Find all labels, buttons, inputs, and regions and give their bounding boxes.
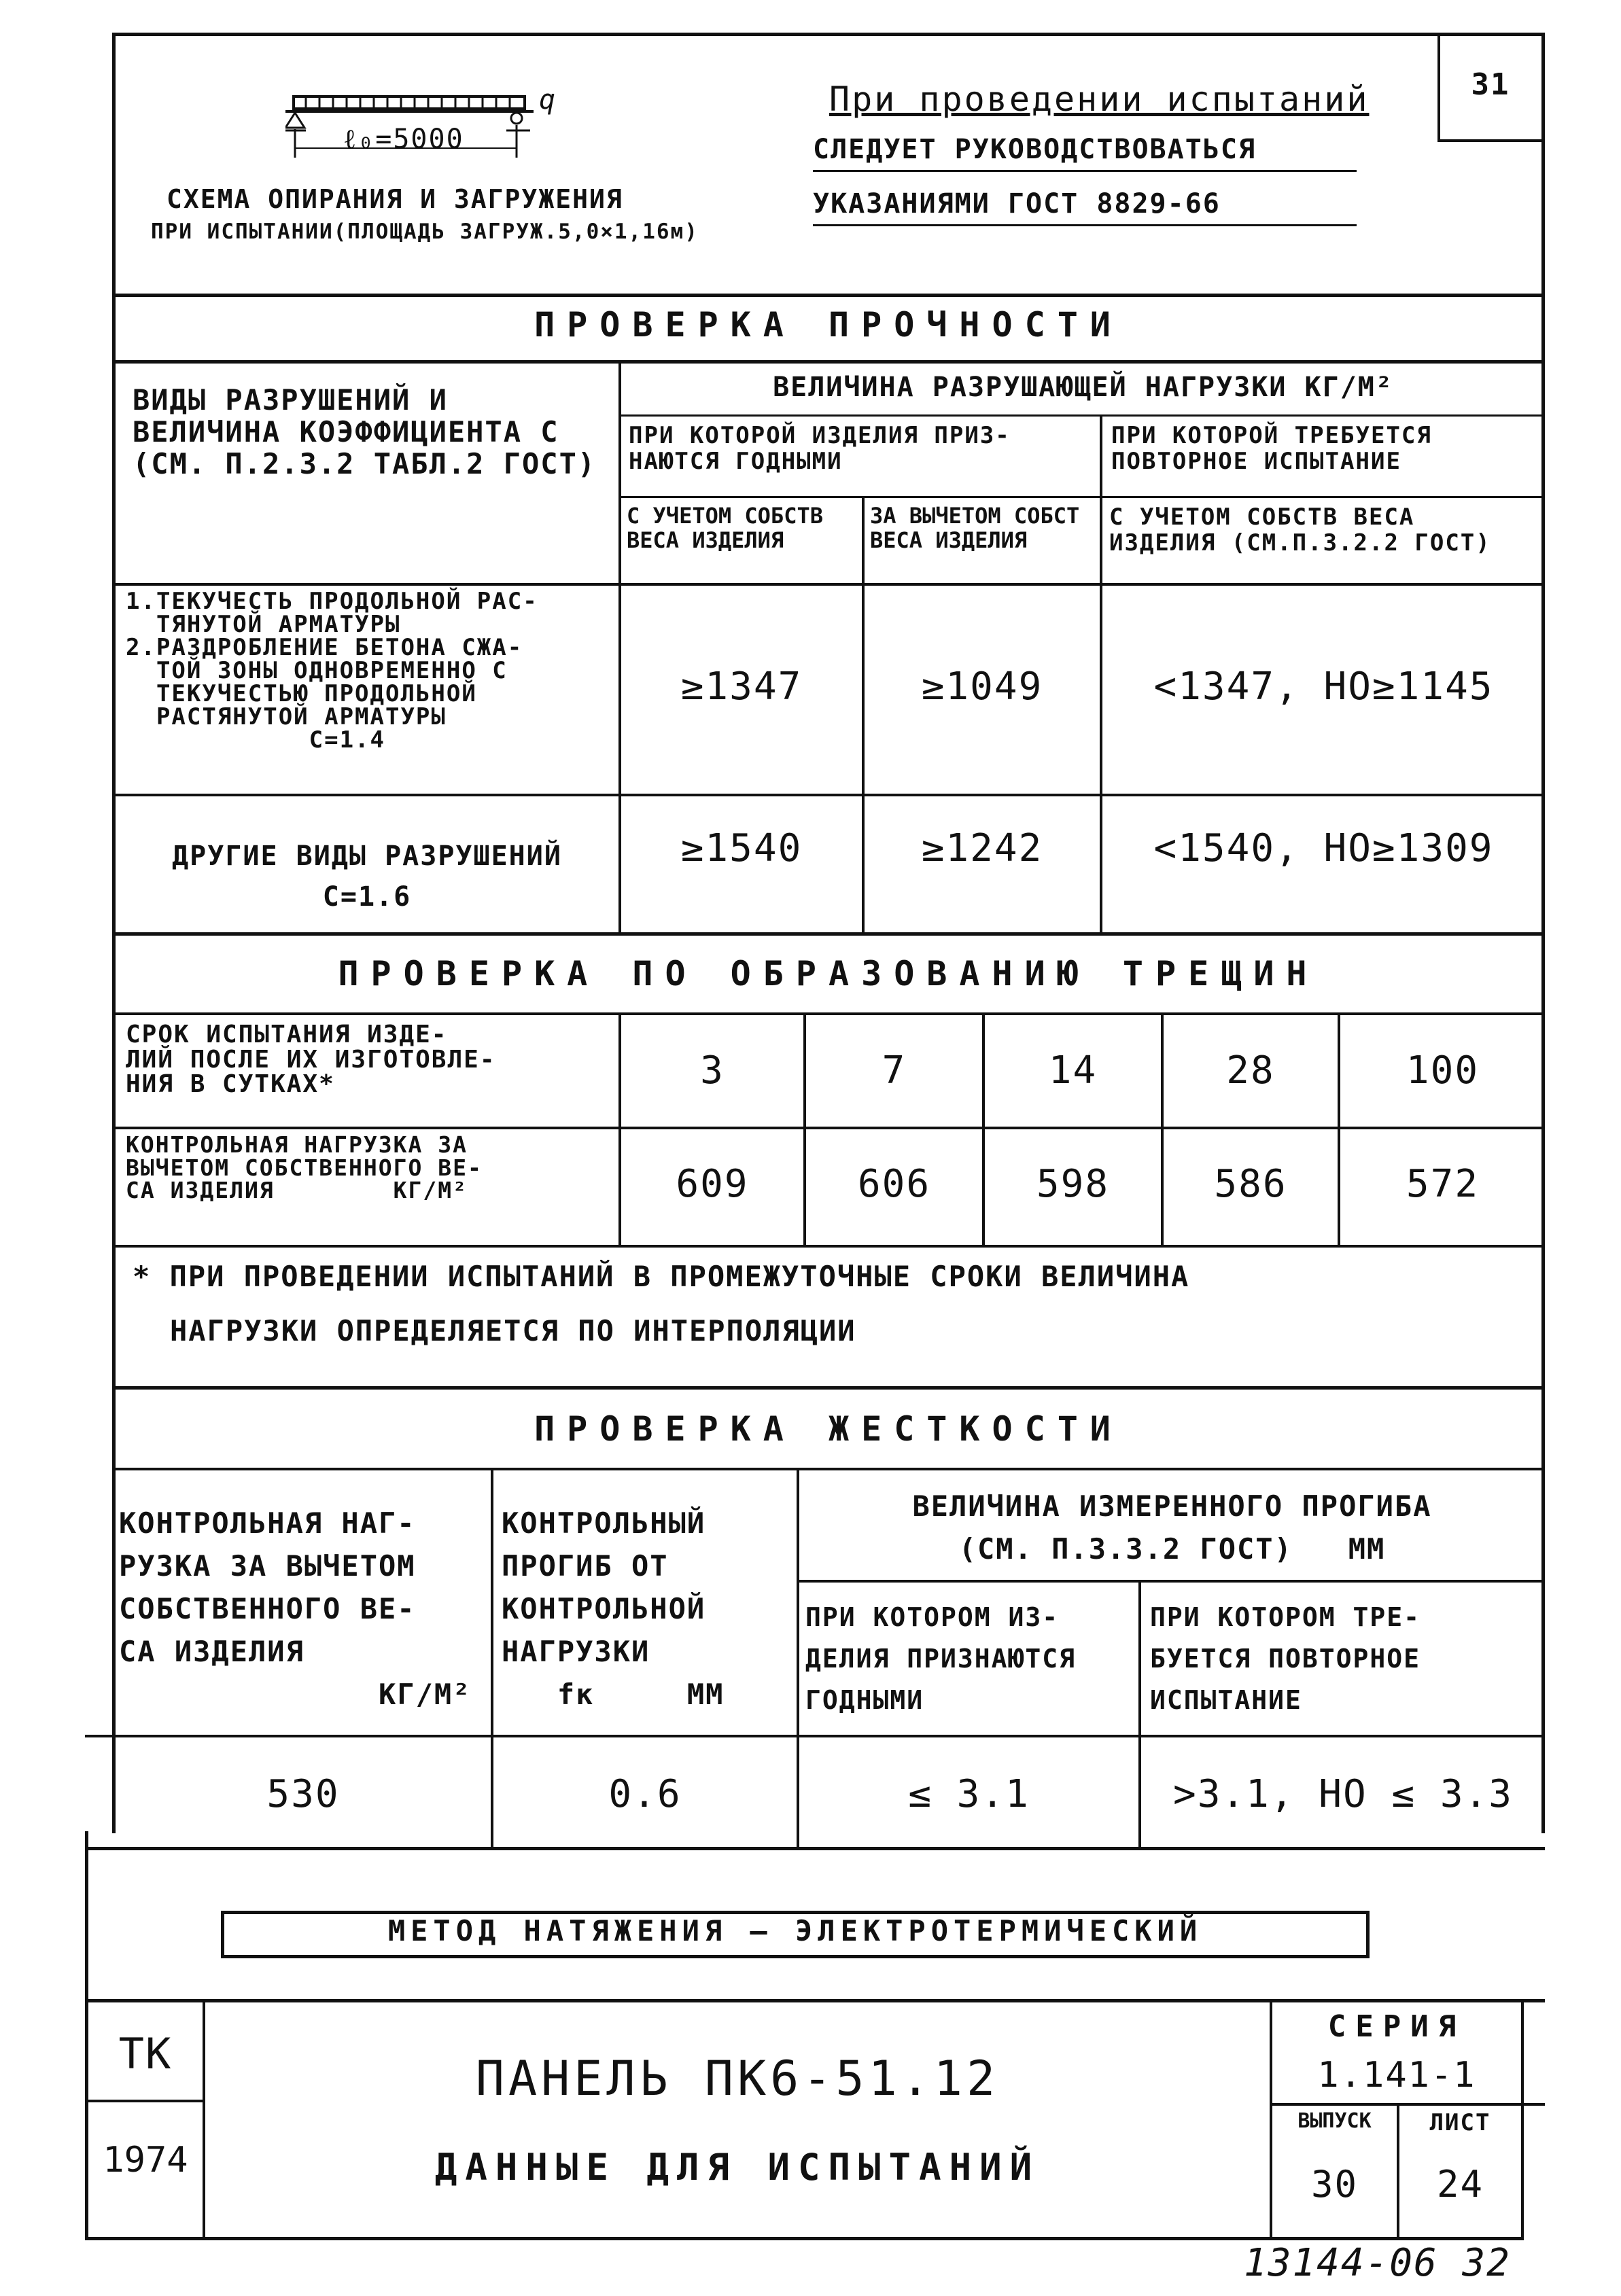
sheet-label: ЛИСТ [1429,2109,1491,2136]
stiffness-accepted-value: ≤ 3.1 [908,1772,1030,1816]
control-load-5: 572 [1406,1162,1480,1206]
accepted-load-header: ПРИ КОТОРОЙ ИЗДЕЛИЯ ПРИЗ- НАЮТСЯ ГОДНЫМИ [629,422,1011,476]
failure-row-1-retest: <1347, НО≥1145 [1153,665,1494,709]
col-without-weight-header: ЗА ВЫЧЕТОМ СОБСТ ВЕСА ИЗДЕЛИЯ [870,503,1080,553]
stiffness-retest-value: >3.1, НО ≤ 3.3 [1172,1772,1513,1816]
measured-deflection-header: ВЕЛИЧИНА ИЗМЕРЕННОГО ПРОГИБА (СМ. П.3.3.2 ГОСТ) ММ [912,1489,1432,1566]
test-term-4: 28 [1226,1048,1275,1093]
test-term-label: СРОК ИСПЫТАНИЯ ИЗДЕ- ЛИЙ ПОСЛЕ ИХ ИЗГОТОВЛЕ- НИЯ В СУТКАХ* [126,1021,496,1099]
interpolation-footnote-line1: * ПРИ ПРОВЕДЕНИИ ИСПЫТАНИЙ В ПРОМЕЖУТОЧНЫЕ СРОКИ ВЕЛИЧИНА [133,1260,1190,1293]
product-name: ПАНЕЛЬ ПК6-51.12 [475,2051,1000,2106]
note-line-3: УКАЗАНИЯМИ ГОСТ 8829-66 [813,188,1221,219]
scheme-span-label: ℓ₀=5000 [343,124,464,155]
year: 1974 [103,2140,188,2180]
sheet-value: 24 [1436,2163,1484,2206]
breaking-load-header: ВЕЛИЧИНА РАЗРУШАЮЩЕЙ НАГРУЗКИ КГ/М² [773,372,1393,403]
note-line-2: СЛЕДУЕТ РУКОВОДСТВОВАТЬСЯ [813,134,1257,165]
control-load-1: 609 [676,1162,749,1206]
strength-section-title: ПРОВЕРКА ПРОЧНОСТИ [534,305,1123,345]
test-term-5: 100 [1406,1048,1480,1093]
sheet-number: 31 [1471,67,1510,102]
cracks-section-title: ПРОВЕРКА ПО ОБРАЗОВАНИЮ ТРЕЩИН [338,954,1319,993]
failure-row-2-label: ДРУГИЕ ВИДЫ РАЗРУШЕНИЙ С=1.6 [172,841,562,913]
control-load-2: 606 [857,1162,931,1206]
control-load-3: 598 [1036,1162,1110,1206]
col-with-weight-header: С УЧЕТОМ СОБСТВ ВЕСА ИЗДЕЛИЯ [627,503,823,553]
stiffness-load-header: КОНТРОЛЬНАЯ НАГ- РУЗКА ЗА ВЫЧЕТОМ СОБСТВЕННОГО ВЕ- СА ИЗДЕЛИЯ КГ/М² [119,1506,472,1711]
issue-label: ВЫПУСК [1297,2109,1372,2133]
control-deflection-header: КОНТРОЛЬНЫЙ ПРОГИБ ОТ КОНТРОЛЬНОЙ НАГРУЗКИ fк ММ [502,1506,725,1711]
stiffness-retest-header: ПРИ КОТОРОМ ТРЕ- БУЕТСЯ ПОВТОРНОЕ ИСПЫТАНИЕ [1150,1602,1421,1715]
org-code: ТК [118,2029,173,2079]
control-load-4: 586 [1214,1162,1287,1206]
retest-load-header: ПРИ КОТОРОЙ ТРЕБУЕТСЯ ПОВТОРНОЕ ИСПЫТАНИЕ [1111,422,1432,476]
archive-number: 13144-06 32 [1244,2241,1511,2285]
test-term-3: 14 [1048,1048,1098,1093]
stiffness-section-title: ПРОВЕРКА ЖЕСТКОСТИ [534,1409,1123,1449]
failure-row-1-without-weight: ≥1049 [921,665,1043,709]
failure-row-2-without-weight: ≥1242 [921,826,1043,870]
issue-value: 30 [1310,2163,1359,2206]
failure-types-header: ВИДЫ РАЗРУШЕНИЙ И ВЕЛИЧИНА КОЭФФИЦИЕНТА С (СМ. П.2.3.2 ТАБЛ.2 ГОСТ) [133,383,597,481]
control-load-label: КОНТРОЛЬНАЯ НАГРУЗКА ЗА ВЫЧЕТОМ СОБСТВЕННОГО ВЕ- СА ИЗДЕЛИЯ КГ/М² [126,1131,483,1204]
test-term-1: 3 [700,1048,725,1093]
scheme-caption-line2: ПРИ ИСПЫТАНИИ(ПЛОЩАДЬ ЗАГРУЖ.5,0×1,16м) [151,219,699,244]
stiffness-load-value: 530 [266,1772,340,1816]
failure-row-1-with-weight: ≥1347 [680,665,803,709]
col-retest-header: С УЧЕТОМ СОБСТВ ВЕСА ИЗДЕЛИЯ (СМ.П.3.2.2 ГОСТ) [1109,504,1491,557]
document-subtitle: ДАННЫЕ ДЛЯ ИСПЫТАНИЙ [434,2146,1041,2189]
test-term-2: 7 [882,1048,907,1093]
series-label: СЕРИЯ [1327,2009,1466,2044]
failure-row-1-label: 1.ТЕКУЧЕСТЬ ПРОДОЛЬНОЙ РАС- ТЯНУТОЙ АРМАТУРЫ 2.РАЗДРОБЛЕНИЕ БЕТОНА СЖА- ТОЙ ЗОНЫ ОДНОВРЕМЕННО С ТЕКУЧЕСТЬЮ ПРОДОЛЬНОЙ РАСТЯНУТОЙ АРМАТУРЫ С=1.4 [126,588,538,754]
series-value: 1.141-1 [1317,2055,1476,2096]
tension-method: МЕТОД НАТЯЖЕНИЯ — ЭЛЕКТРОТЕРМИЧЕСКИЙ [387,1914,1203,1947]
scheme-load-label: q [539,84,557,116]
deflection-value: 0.6 [608,1772,682,1816]
note-title: При проведении испытаний [829,80,1370,119]
failure-row-2-with-weight: ≥1540 [680,826,803,870]
stiffness-accepted-header: ПРИ КОТОРОМ ИЗ- ДЕЛИЯ ПРИЗНАЮТСЯ ГОДНЫМИ [805,1602,1077,1715]
scheme-caption-line1: СХЕМА ОПИРАНИЯ И ЗАГРУЖЕНИЯ [167,184,623,214]
failure-row-2-retest: <1540, НО≥1309 [1153,826,1494,870]
interpolation-footnote-line2: НАГРУЗКИ ОПРЕДЕЛЯЕТСЯ ПО ИНТЕРПОЛЯЦИИ [170,1314,856,1347]
